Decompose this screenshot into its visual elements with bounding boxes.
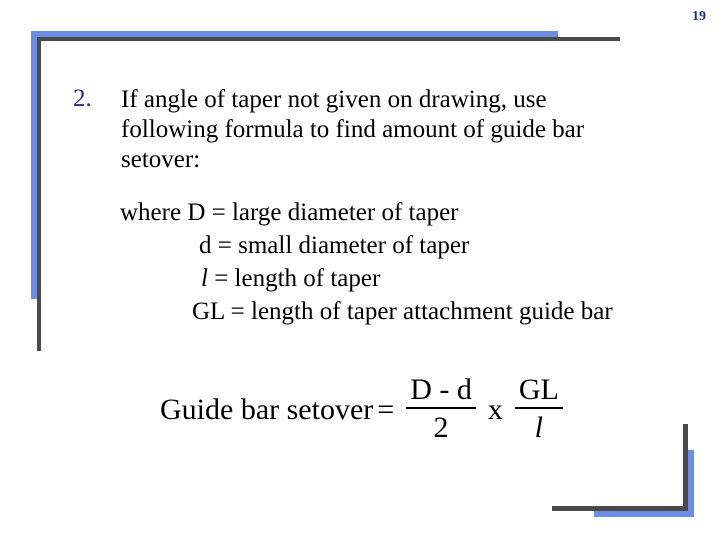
setover-formula <box>160 370 569 450</box>
list-item-text <box>121 85 681 175</box>
list-item-line: If angle of taper not given on drawing, use <box>121 86 547 113</box>
list-item-number: 2. <box>73 85 92 112</box>
fraction-numerator: GL <box>518 373 559 406</box>
fraction-numerator: D - d <box>410 373 472 406</box>
definition-text: = length of taper <box>207 265 381 292</box>
definition-large-diameter <box>120 199 459 227</box>
definition-symbol: d <box>199 232 212 259</box>
formula-fraction-length <box>515 373 563 447</box>
fraction-denominator: 2 <box>433 411 449 444</box>
list-item-line: following formula to find amount of guide bar <box>121 116 585 143</box>
definition-guide-bar-length <box>192 298 613 326</box>
definition-symbol: l <box>201 265 208 292</box>
definition-text: = small diameter of taper <box>211 232 470 259</box>
frame-left-shadow <box>37 41 41 351</box>
fraction-denominator: l <box>534 411 544 444</box>
definition-length <box>201 265 380 293</box>
definition-symbol: where D <box>120 199 206 226</box>
formula-label: Guide bar setover <box>160 393 374 426</box>
frame-right-accent <box>688 450 694 516</box>
list-item-line: setover: <box>121 146 201 173</box>
formula-equals: = <box>377 393 395 426</box>
formula-fraction-diameter <box>406 373 476 447</box>
frame-top-shadow <box>37 37 620 41</box>
formula-times: x <box>487 393 503 426</box>
definition-symbol: GL <box>192 298 225 325</box>
definition-text: = length of taper attachment guide bar <box>224 298 613 325</box>
page-number: 19 <box>692 9 706 24</box>
frame-bottom-accent <box>594 511 694 517</box>
definition-text: = large diameter of taper <box>205 199 459 226</box>
definition-small-diameter <box>199 232 469 260</box>
